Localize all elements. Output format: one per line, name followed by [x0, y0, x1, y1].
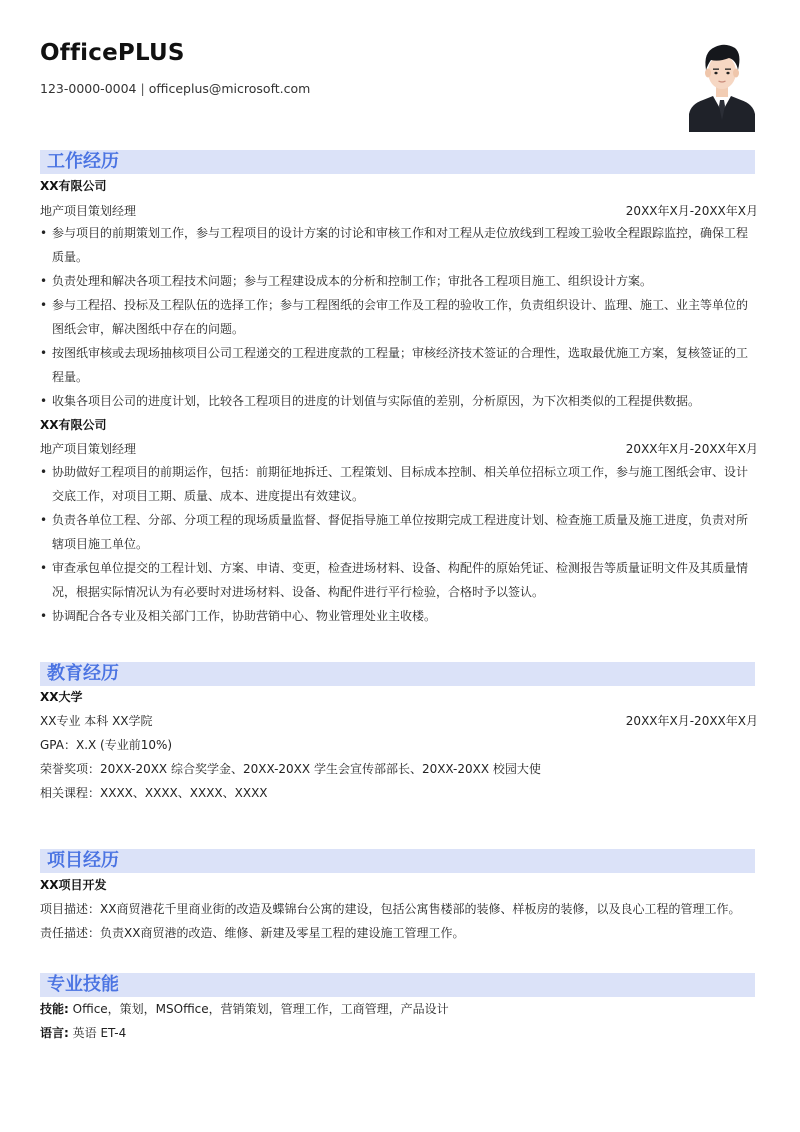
section-title-project: 项目经历 [47, 850, 119, 871]
bullet-dot: • [40, 394, 48, 408]
bullet-dot: • [40, 465, 48, 479]
work-bullet-2-1: • 协助做好工程项目的前期运作，包括：前期征地拆迁、工程策划、目标成本控制、相关单位招标立项工作，参与施工图纸会审、设计交底工作，对项目工期、质量、成本、进度提出有效建议。 [40, 460, 758, 508]
section-header-work [40, 150, 755, 174]
section-header-project [40, 849, 755, 873]
email-address: officeplus@microsoft.com [148, 81, 311, 96]
education-courses: 相关课程：XXXX、XXXX、XXXX、XXXX [40, 786, 268, 800]
education-honors: 荣誉奖项：20XX-20XX 综合奖学金、20XX-20XX 学生会宣传部部长、20XX-20XX 校园大使 [40, 762, 541, 776]
bullet-dot: • [40, 609, 48, 623]
contact-separator: | [140, 81, 145, 96]
work-bullet-1-2: • 负责处理和解决各项工程技术问题；参与工程建设成本的分析和控制工作；审批各工程项目施工、组织设计方案。 [40, 269, 758, 293]
bullet-dot: • [40, 226, 48, 240]
language-value: 英语 ET-4 [72, 1026, 127, 1040]
work-date-2: 20XX年X月-20XX年X月 [625, 442, 758, 456]
contact-line [40, 81, 310, 96]
project-duty: 责任描述：负责XX商贸港的改造、维修、新建及零星工程的建设施工管理工作。 [40, 926, 465, 940]
skills-row [40, 1001, 758, 1017]
bullet-dot: • [40, 298, 48, 312]
work-bullet-1-4: • 按图纸审核或去现场抽核项目公司工程递交的工程进度款的工程量；审核经济技术签证的合理性，选取最优施工方案，复核签证的工程量。 [40, 341, 758, 389]
education-major: XX专业 本科 XX学院 [40, 714, 153, 728]
education-major-row [40, 713, 758, 729]
skills-label: 技能: [40, 1002, 69, 1016]
bullet-dot: • [40, 274, 48, 288]
bullet-dot: • [40, 561, 48, 575]
work-position-1: 地产项目策划经理 [40, 204, 137, 218]
work-company-2: XX有限公司 [40, 418, 107, 432]
work-bullet-1-3: • 参与工程招、投标及工程队伍的选择工作；参与工程图纸的会审工作及工程的验收工作，负责组织设计、监理、施工、业主等单位的图纸会审，解决图纸中存在的问题。 [40, 293, 758, 341]
section-title-work: 工作经历 [47, 151, 119, 172]
work-bullet-2-3: • 审查承包单位提交的工程计划、方案、申请、变更，检查进场材料、设备、构配件的原始凭证、检测报告等质量证明文件及其质量情况，根据实际情况认为有必要时对进场材料、设备、构配件进行平行检验，合格时予以签认。 [40, 556, 758, 604]
section-title-education: 教育经历 [47, 663, 119, 684]
section-header-education [40, 662, 755, 686]
section-header-skills [40, 973, 755, 997]
candidate-name: OfficePLUS [40, 40, 185, 66]
phone-number: 123-0000-0004 [40, 81, 137, 96]
work-position-row-2 [40, 441, 758, 457]
work-bullet-2-4: • 协调配合各专业及相关部门工作，协助营销中心、物业管理处业主收楼。 [40, 604, 758, 628]
language-label: 语言: [40, 1026, 69, 1040]
project-description: 项目描述：XX商贸港花千里商业街的改造及蝶锦台公寓的建设，包括公寓售楼部的装修、样板房的装修，以及良心工程的管理工作。 [40, 902, 741, 916]
language-row [40, 1025, 758, 1041]
work-bullet-2-2: • 负责各单位工程、分部、分项工程的现场质量监督、督促指导施工单位按期完成工程进度计划、检查施工质量及施工进度，负责对所辖项目施工单位。 [40, 508, 758, 556]
section-title-skills: 专业技能 [47, 974, 119, 995]
project-name: XX项目开发 [40, 878, 107, 892]
work-company-1: XX有限公司 [40, 179, 107, 193]
education-date: 20XX年X月-20XX年X月 [625, 714, 758, 728]
work-bullet-1-1: • 参与项目的前期策划工作，参与工程项目的设计方案的讨论和审核工作和对工程从走位放线到工程竣工验收全程跟踪监控，确保工程质量。 [40, 221, 758, 269]
work-date-1: 20XX年X月-20XX年X月 [625, 204, 758, 218]
school-name: XX大学 [40, 690, 83, 704]
bullet-dot: • [40, 346, 48, 360]
person-avatar-icon [689, 40, 755, 132]
work-position-row-1 [40, 203, 758, 219]
work-bullet-1-5: • 收集各项目公司的进度计划，比较各工程项目的进度的计划值与实际值的差别，分析原因，为下次相类似的工程提供数据。 [40, 389, 758, 413]
education-gpa: GPA：X.X (专业前10%) [40, 738, 173, 752]
work-position-2: 地产项目策划经理 [40, 442, 137, 456]
bullet-dot: • [40, 513, 48, 527]
skills-value: Office，策划，MSOffice，营销策划，管理工作，工商管理，产品设计 [72, 1002, 449, 1016]
